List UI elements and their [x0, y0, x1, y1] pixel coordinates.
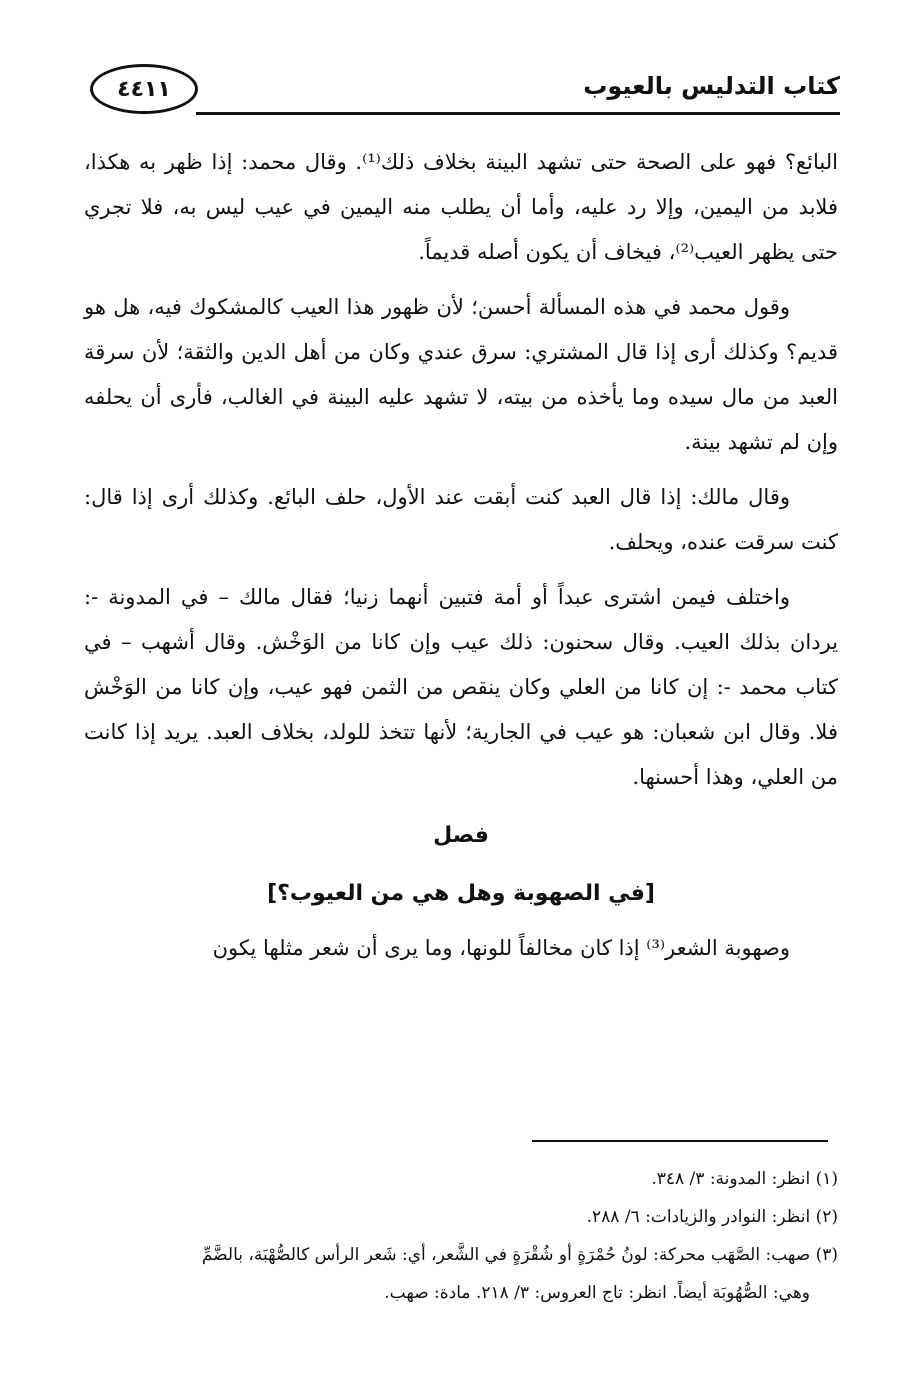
footnotes — [84, 1160, 838, 1312]
footnote-3-continued: وهي: الصُّهُوبَة أيضاً. انظر: تاج العروس: ٣/ ٢١٨. مادة: صهب. — [384, 1283, 810, 1303]
book-title: كتاب التدليس بالعيوب — [583, 72, 840, 100]
section-heading: فصل — [433, 823, 489, 848]
footnote-2: (٢) انظر: النوادر والزيادات: ٦/ ٢٨٨. — [586, 1207, 838, 1227]
section-subheading: [في الصهوبة وهل هي من العيوب؟] — [267, 881, 655, 906]
footnote-1: (١) انظر: المدونة: ٣/ ٣٤٨. — [651, 1169, 838, 1189]
paragraph-3: وقال مالك: إذا قال العبد كنت أبقت عند الأول، حلف البائع. وكذلك أرى إذا قال: كنت سرقت عنده، ويحلف. — [84, 485, 838, 554]
paragraph-4: واختلف فيمن اشترى عبداً أو أمة فتبين أنهما زنيا؛ فقال مالك – في المدونة -: يردان بذلك العيب. وقال سحنون: ذلك عيب وإن كانا من الوَخْش. وقال أشهب – في كتاب محمد -: إن كانا من العلي وكان ينقص من الثمن فهو عيب، وإن كانا من الوَخْش فلا. وقال ابن شعبان: هو عيب في الجارية؛ لأنها تتخذ للولد، بخلاف العبد. يريد إذا كانت من العلي، وهذا أحسنها. — [84, 585, 838, 789]
paragraph-5: وصهوبة الشعر⁽³⁾ إذا كان مخالفاً للونها، وما يرى أن شعر مثلها يكون — [212, 936, 790, 960]
main-text — [84, 140, 838, 981]
header-rule — [196, 112, 840, 115]
footnote-3: (٣) صهب: الصَّهَب محركة: لونُ حُمْرَةٍ أو شُقْرَةٍ في الشَّعر، أي: شَعر الرأس كالصُّهْبَة، بالضَّمِّ — [201, 1245, 838, 1265]
paragraph-1: البائع؟ فهو على الصحة حتى تشهد البينة بخلاف ذلك⁽¹⁾. وقال محمد: إذا ظهر به هكذا، فلابد من اليمين، وإلا رد عليه، وأما أن يطلب منه اليمين في عيب ليس به، فلا تجري حتى يظهر العيب⁽²⁾، فيخاف أن يكون أصله قديماً. — [84, 150, 838, 264]
page-number: ٤٤١١ — [90, 64, 198, 114]
footnote-separator — [532, 1140, 828, 1142]
paragraph-2: وقول محمد في هذه المسألة أحسن؛ لأن ظهور هذا العيب كالمشكوك فيه، هل هو قديم؟ وكذلك أرى إذا قال المشتري: سرق عندي وكان من أهل الدين والثقة؛ لأن سرقة العبد من مال سيده وما يأخذه من بيته، لا تشهد عليه البينة في الغالب، فأرى أن يحلفه وإن لم تشهد بينة. — [84, 295, 838, 454]
page-header — [80, 60, 840, 120]
